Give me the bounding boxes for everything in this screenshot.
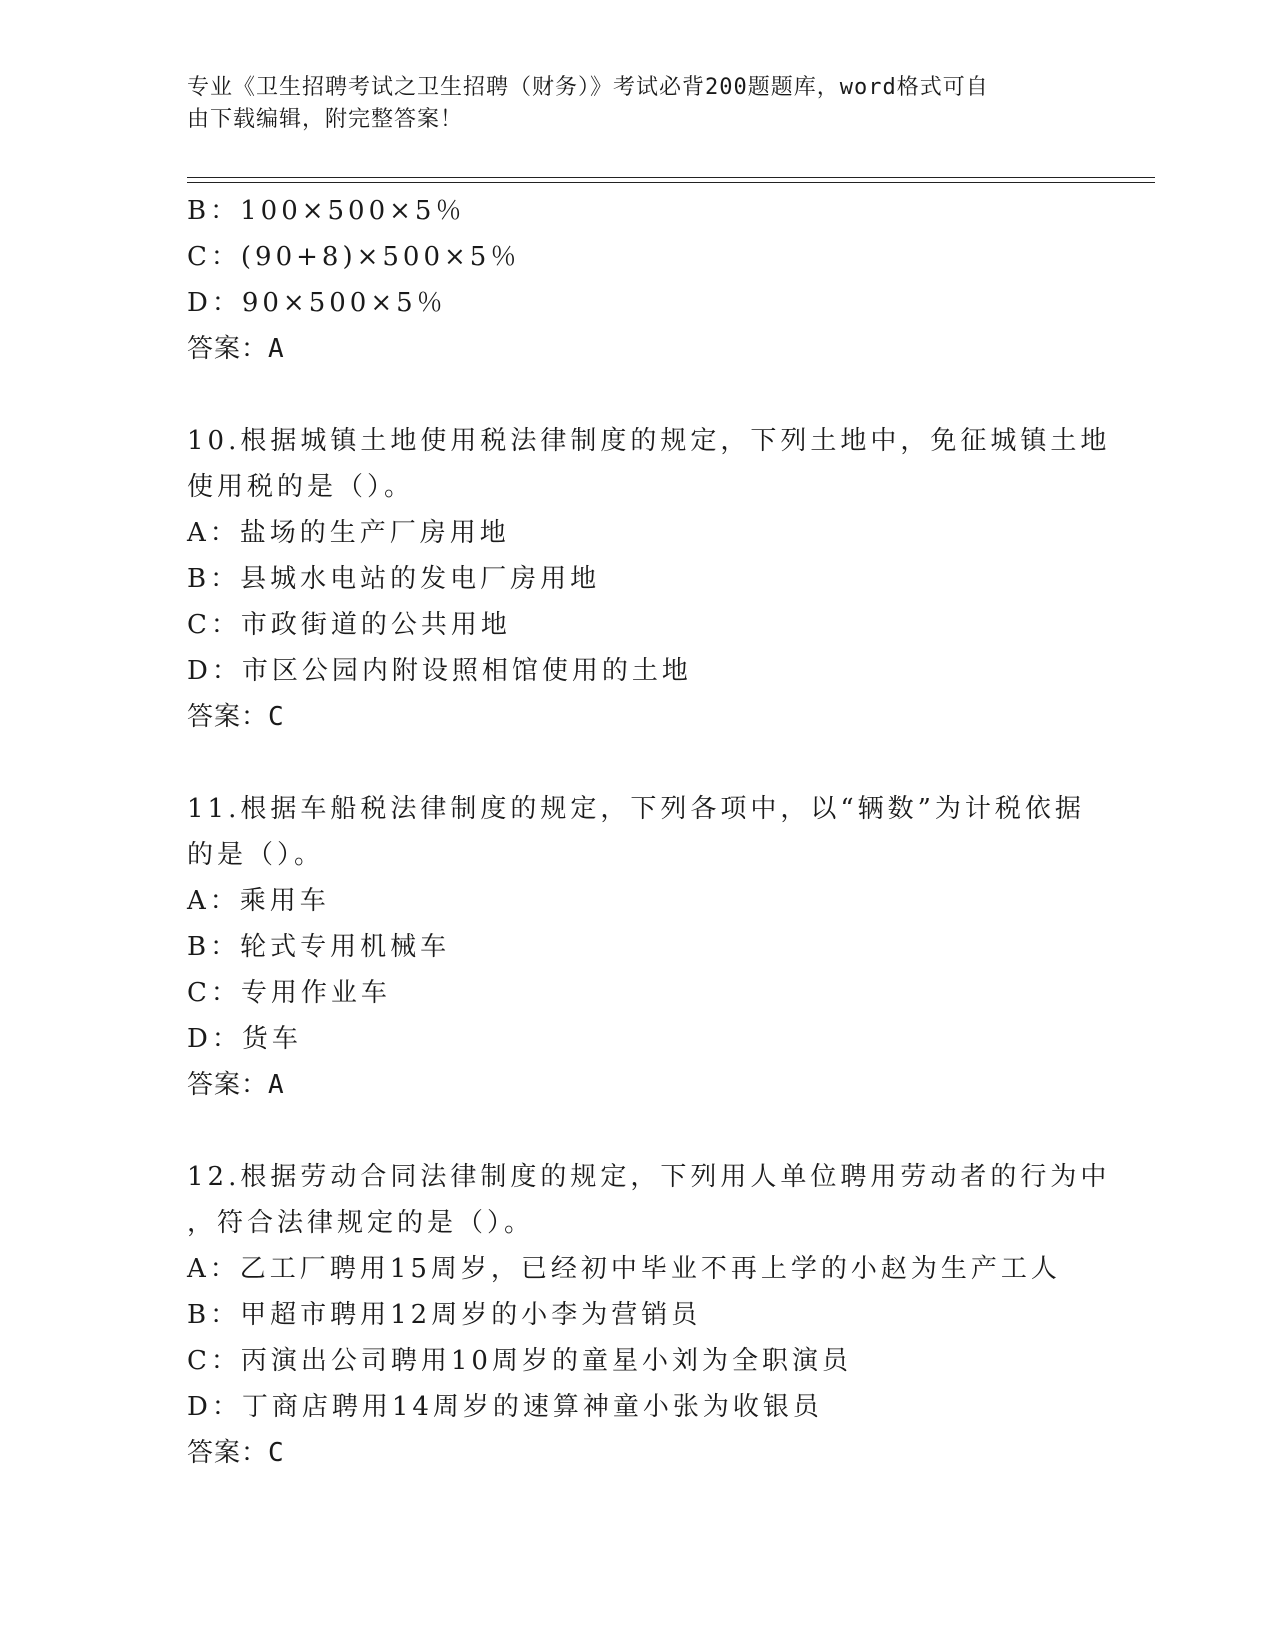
option-c: C：专用作业车 (187, 978, 391, 1008)
option-b: B：轮式专用机械车 (187, 932, 451, 962)
question-11 (187, 786, 1087, 1108)
question-12 (187, 1154, 1111, 1476)
option-d: D：丁商店聘用14周岁的速算神童小张为收银员 (187, 1392, 823, 1422)
option-b: B：100×500×5％ (187, 196, 466, 226)
option-b: B：县城水电站的发电厂房用地 (187, 564, 601, 594)
option-c: C：市政街道的公共用地 (187, 610, 511, 640)
option-d: D：90×500×5％ (187, 288, 447, 318)
option-d: D：市区公园内附设照相馆使用的土地 (187, 656, 692, 686)
question-content (187, 188, 1111, 1476)
option-c: C：(90+8)×500×5％ (187, 242, 521, 272)
header-divider-top (187, 177, 1155, 178)
option-b: B：甲超市聘用12周岁的小李为营销员 (187, 1300, 702, 1330)
option-d: D：货车 (187, 1024, 302, 1054)
header-line-1: 专业《卫生招聘考试之卫生招聘（财务）》考试必背200题题库，word格式可自 (187, 75, 989, 100)
question-stem (187, 418, 1111, 510)
option-a: A：盐场的生产厂房用地 (187, 518, 510, 548)
answer-label: 答案：A (187, 334, 285, 364)
question-stem-line: 11.根据车船税法律制度的规定，下列各项中，以“辆数”为计税依据 (187, 794, 1085, 824)
option-a: A：乙工厂聘用15周岁，已经初中毕业不再上学的小赵为生产工人 (187, 1254, 1061, 1284)
document-header (187, 72, 1067, 136)
question-stem (187, 1154, 1111, 1246)
question-10 (187, 418, 1111, 740)
question-stem-line: ，符合法律规定的是（）。 (187, 1208, 535, 1238)
option-a: A：乘用车 (187, 886, 330, 916)
header-divider-bottom (187, 182, 1155, 183)
answer-label: 答案：C (187, 1438, 285, 1468)
question-stem-line: 12.根据劳动合同法律制度的规定，下列用人单位聘用劳动者的行为中 (187, 1162, 1111, 1192)
question-stem (187, 786, 1085, 878)
answer-label: 答案：C (187, 702, 285, 732)
question-stem-line: 10.根据城镇土地使用税法律制度的规定，下列土地中，免征城镇土地 (187, 426, 1111, 456)
question-stem-line: 的是（）。 (187, 840, 325, 870)
answer-label: 答案：A (187, 1070, 285, 1100)
question-stem-line: 使用税的是（）。 (187, 472, 415, 502)
header-line-2: 由下载编辑，附完整答案！ (187, 107, 464, 132)
prev-question-block (187, 188, 1087, 372)
option-c: C：丙演出公司聘用10周岁的童星小刘为全职演员 (187, 1346, 852, 1376)
